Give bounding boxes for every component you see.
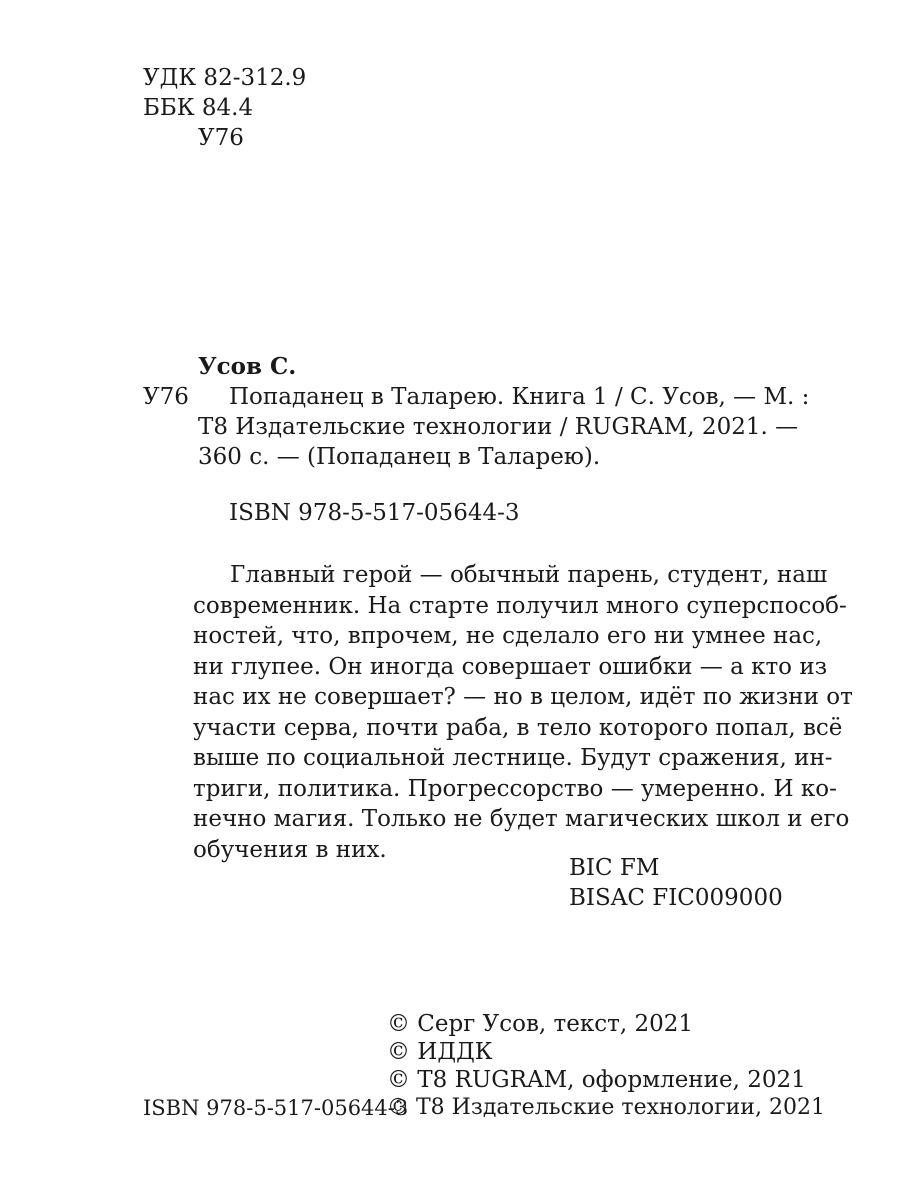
copyright-line: © Т8 RUGRAM, оформление, 2021 <box>387 1067 806 1093</box>
annotation-line: участи серва, почти раба, в тело которого попал, всё <box>193 714 843 741</box>
bibliographic-mark: У76 <box>143 384 189 410</box>
annotation-line: ни глупее. Он иногда совершает ошибки — а кто из <box>193 653 828 680</box>
annotation-line: обучения в них. <box>193 836 387 863</box>
bbk-code: ББК 84.4 <box>143 95 254 121</box>
annotation-line: нас их не совершает? — но в целом, идёт по жизни от <box>193 684 853 710</box>
annotation-line: выше по социальной лестнице. Будут сражения, ин- <box>193 745 833 771</box>
annotation <box>193 560 853 865</box>
author-mark: У76 <box>198 125 244 151</box>
annotation-line: ностей, что, впрочем, не сделало его ни умнее нас, <box>193 623 823 649</box>
bisac-code: BISAC FIC009000 <box>569 885 783 911</box>
copyright-line: © ИДДК <box>387 1039 493 1065</box>
annotation-line: триги, политика. Прогрессорство — умеренно. И ко- <box>193 775 837 802</box>
annotation-line: Главный герой — обычный парень, студент, наш <box>230 562 828 588</box>
isbn-record: ISBN 978-5-517-05644-3 <box>229 500 520 526</box>
author-name: Усов С. <box>198 353 297 380</box>
annotation-line: современник. На старте получил много суперспособ- <box>193 592 847 619</box>
bibliographic-line: Попаданец в Таларею. Книга 1 / С. Усов, — М. : <box>229 384 810 410</box>
bibliographic-line: 360 с. — (Попаданец в Таларею). <box>198 444 601 470</box>
copyright-line: © Т8 Издательские технологии, 2021 <box>387 1095 825 1120</box>
copyright-line: © Серг Усов, текст, 2021 <box>387 1011 693 1037</box>
footer-isbn: ISBN 978-5-517-05644-3 <box>143 1096 409 1120</box>
annotation-line: нечно магия. Только не будет магических школ и его <box>193 806 850 832</box>
bic-code: BIC FM <box>569 855 660 881</box>
bibliographic-line: Т8 Издательские технологии / RUGRAM, 2021. — <box>198 414 799 440</box>
udk-code: УДК 82-312.9 <box>143 65 307 91</box>
